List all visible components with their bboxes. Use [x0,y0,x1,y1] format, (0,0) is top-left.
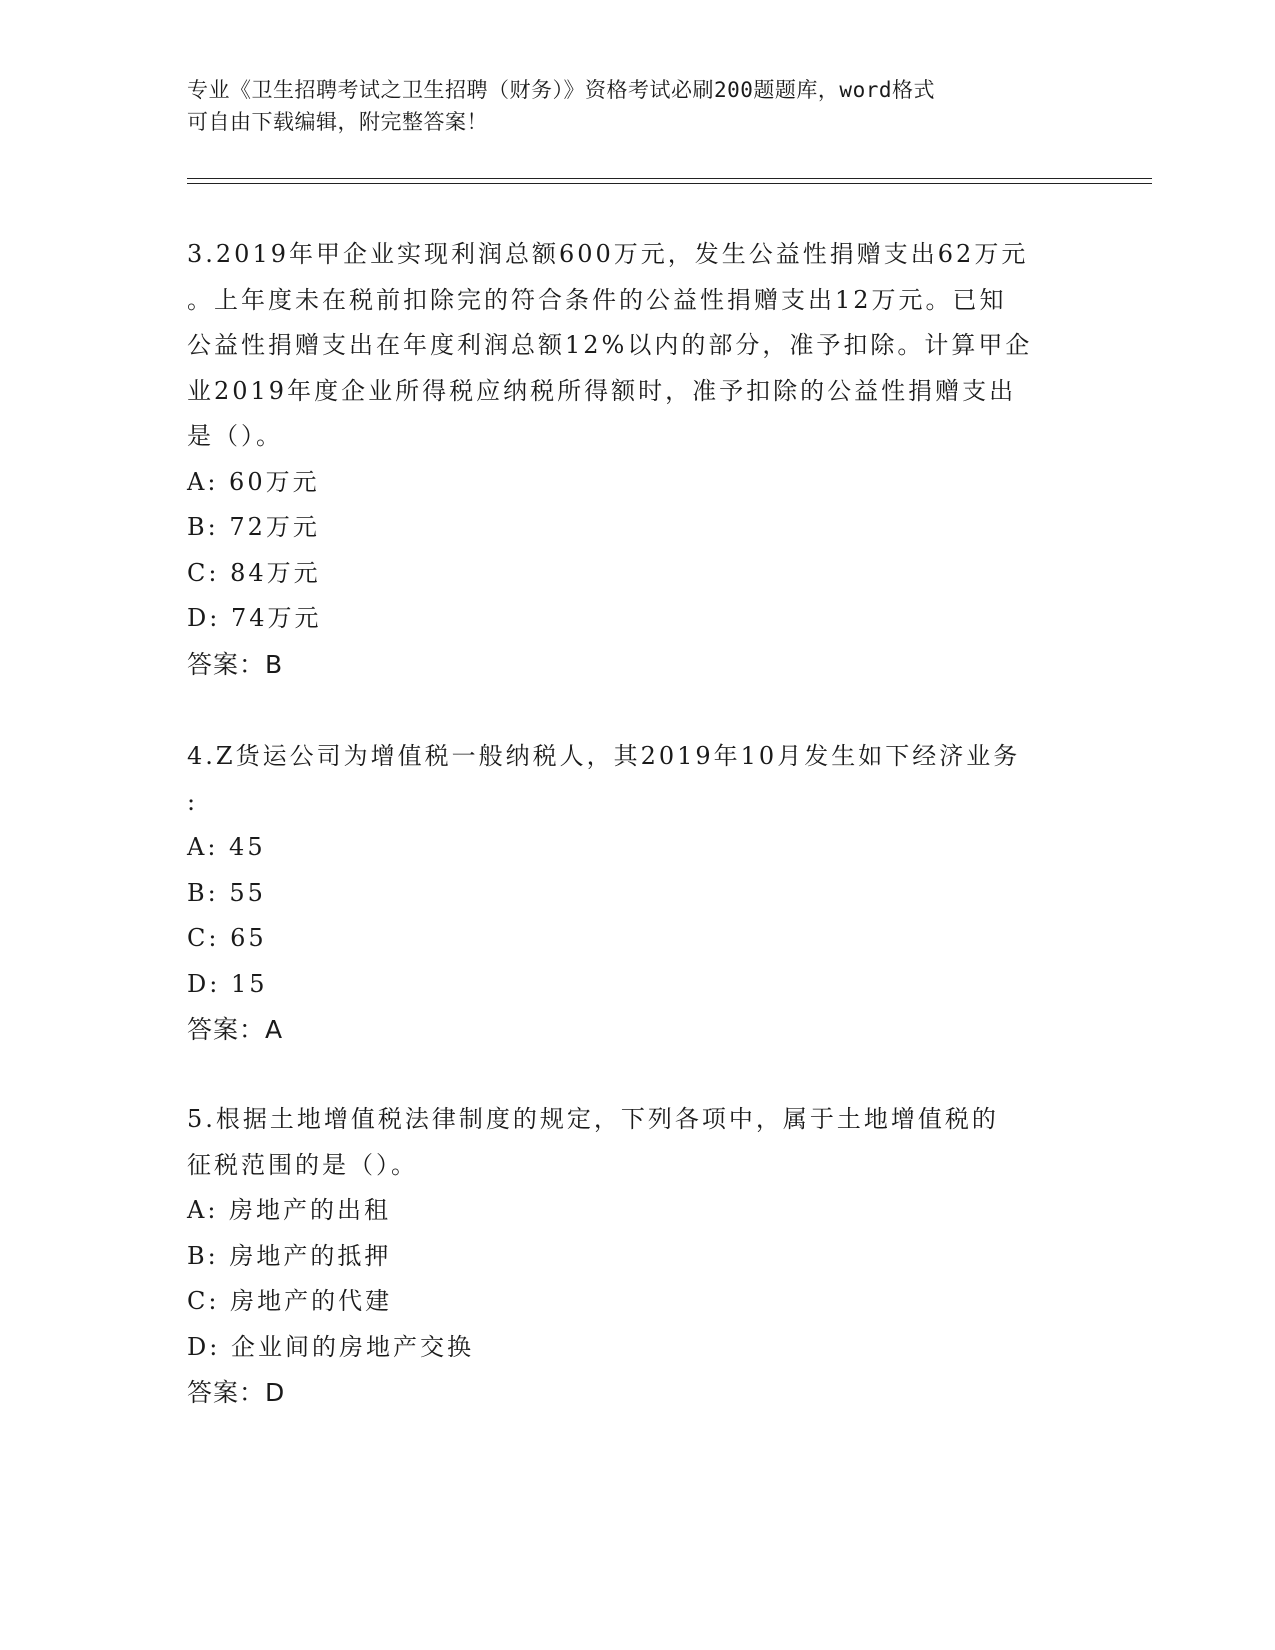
question-text-line: : [187,787,199,816]
header-divider-bottom [187,183,1152,184]
question-3 [187,232,1087,687]
option-d: D: 企业间的房地产交换 [187,1332,474,1361]
header-divider-top [187,178,1152,179]
question-text-line: 。上年度未在税前扣除完的符合条件的公益性捐赠支出12万元。已知 [187,285,1007,314]
answer: 答案：D [187,1378,286,1407]
option-b: B: 房地产的抵押 [187,1241,392,1270]
option-b: B: 55 [187,878,266,907]
answer: 答案：B [187,649,284,679]
question-4 [187,734,1087,1053]
option-c: C: 65 [187,924,267,952]
option-d: D: 15 [187,969,268,998]
option-a: A: 45 [187,833,266,861]
option-a: A: 60万元 [187,467,320,496]
question-text-line: 是（）。 [187,422,283,450]
option-b: B: 72万元 [187,513,320,541]
question-text-line: 4.Z货运公司为增值税一般纳税人，其2019年10月发生如下经济业务 [187,742,1021,770]
question-text-line: 业2019年度企业所得税应纳税所得额时，准予扣除的公益性捐赠支出 [187,376,1017,405]
option-c: C: 84万元 [187,558,321,587]
header-line-2: 可自由下载编辑，附完整答案！ [187,110,488,134]
header-line-1: 专业《卫生招聘考试之卫生招聘（财务）》资格考试必刷200题题库，word格式 [187,78,935,102]
question-5 [187,1097,1087,1416]
question-text-line: 公益性捐赠支出在年度利润总额12%以内的部分，准予扣除。计算甲企 [187,331,1033,359]
option-a: A: 房地产的出租 [187,1196,392,1224]
answer: 答案：A [187,1015,284,1044]
question-text-line: 3.2019年甲企业实现利润总额600万元，发生公益性捐赠支出62万元 [187,240,1029,268]
option-c: C: 房地产的代建 [187,1287,393,1315]
question-text-line: 征税范围的是（）。 [187,1150,418,1179]
question-text-line: 5.根据土地增值税法律制度的规定，下列各项中，属于土地增值税的 [187,1105,999,1133]
option-d: D: 74万元 [187,604,322,632]
document-header [187,74,1067,138]
